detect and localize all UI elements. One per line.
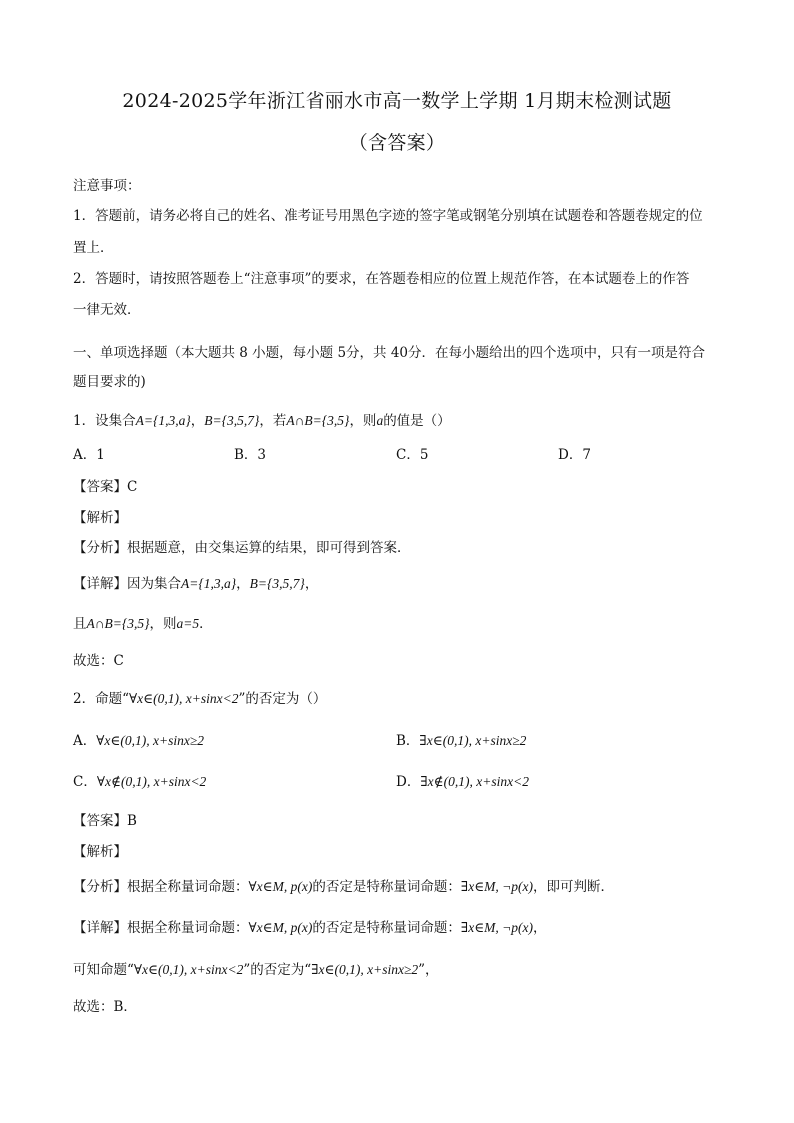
- question-2-fenxi: 【分析】根据全称量词命题：∀x∈M, p(x)的否定是特称量词命题：∃x∈M, ¬p(x)，即可判断．: [73, 879, 615, 895]
- question-1-analysis-heading: 【解析】: [73, 510, 127, 526]
- intersection-math: A∩B={3,5}: [286, 413, 350, 428]
- question-1-option-b: B．3: [234, 447, 267, 463]
- section-heading-cont: 题目要求的): [73, 374, 146, 390]
- question-1-option-d: D．7: [558, 447, 591, 463]
- question-2-analysis-heading: 【解析】: [73, 844, 127, 860]
- question-2-answer: 【答案】B: [73, 813, 137, 829]
- question-2-option-b: B．∃x∈(0,1), x+sinx≥2: [396, 733, 527, 749]
- question-1-xiangjie: 【详解】因为集合A={1,3,a}，B={3,5,7}，: [73, 576, 319, 592]
- notice-item-1: 1．答题前，请务必将自己的姓名、准考证号用黑色字迹的签字笔或钢笔分别填在试题卷和答题卷规定的位: [73, 208, 703, 224]
- notice-item-1-cont: 置上．: [73, 240, 114, 256]
- notice-item-2: 2．答题时，请按照答题卷上“注意事项”的要求，在答题卷相应的位置上规范作答，在本试题卷上的作答: [73, 271, 690, 287]
- question-1-option-c: C．5: [396, 447, 429, 463]
- question-1-xiangjie-line2: 且A∩B={3,5}，则a=5．: [73, 616, 213, 632]
- question-2-xiangjie-line2: 可知命题“∀x∈(0,1), x+sinx<2”的否定为“∃x∈(0,1), x+sinx≥2”，: [73, 962, 439, 978]
- question-2-option-a: A．∀x∈(0,1), x+sinx≥2: [73, 733, 205, 749]
- variable-a: a: [376, 413, 384, 428]
- question-1-stem: 1．设集合A={1,3,a}，B={3,5,7}，若A∩B={3,5}，则a的值是（）: [73, 413, 451, 429]
- statement-math: ∀x∈(0,1), x+sinx<2: [129, 691, 239, 706]
- question-1-fenxi: 【分析】根据题意，由交集运算的结果，即可得到答案．: [73, 540, 411, 556]
- document-subtitle: （含答案）: [348, 132, 446, 154]
- question-2-stem: 2．命题“∀x∈(0,1), x+sinx<2”的否定为（）: [73, 691, 327, 707]
- question-2-choice: 故选：B．: [73, 999, 137, 1015]
- notice-heading: 注意事项：: [73, 178, 141, 194]
- question-1-answer: 【答案】C: [73, 479, 138, 495]
- question-2-xiangjie: 【详解】根据全称量词命题：∀x∈M, p(x)的否定是特称量词命题：∃x∈M, ¬p(x)，: [73, 920, 547, 936]
- question-2-option-c: C．∀x∉(0,1), x+sinx<2: [73, 774, 207, 790]
- document-title: 2024-2025学年浙江省丽水市高一数学上学期 1月期末检测试题: [122, 90, 672, 112]
- question-2-option-d: D．∃x∉(0,1), x+sinx<2: [396, 774, 529, 790]
- question-1-option-a: A．1: [73, 447, 105, 463]
- notice-item-2-cont: 一律无效．: [73, 302, 141, 318]
- set-b-math: B={3,5,7}: [204, 413, 260, 428]
- section-heading: 一、单项选择题（本大题共 8 小题，每小题 5分，共 40分．在每小题给出的四个选项中，只有一项是符合: [73, 345, 706, 361]
- set-a-math: A={1,3,a}: [135, 413, 191, 428]
- question-1-choice: 故选：C: [73, 653, 124, 669]
